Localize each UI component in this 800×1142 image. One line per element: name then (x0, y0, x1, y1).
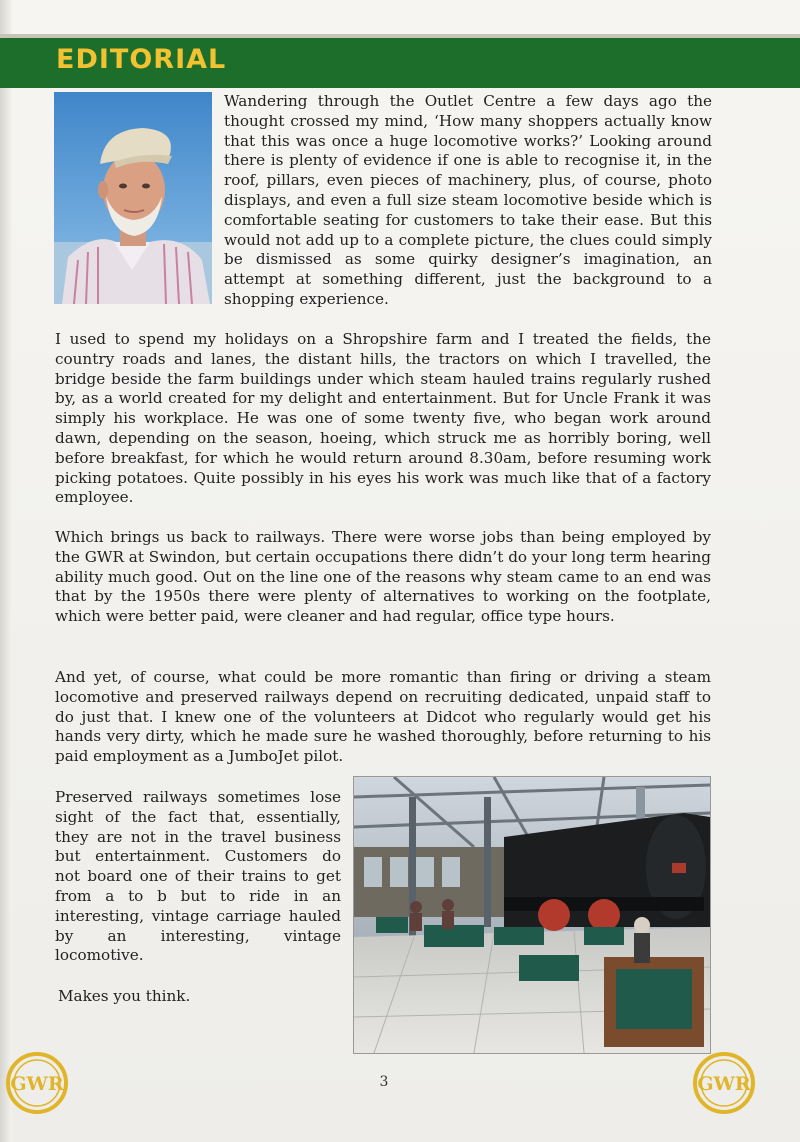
gwr-logo-text: GWR (697, 1073, 751, 1095)
paragraph-railways: Which brings us back to railways. There were worse jobs than being employed by the GWR at Swindon, but certain occupations there didn’t do your long term hearing ability much good. Out on the line one of the reasons why steam came to an end was that by the 1950s there were plenty of alternatives to working on the footplate, which were better paid, were cleaner and had regular, office type hours. (55, 528, 711, 626)
paragraph-entertainment: Preserved railways sometimes lose sight of the fact that, essentially, they are not in the travel business but entertainment. Customers do not board one of their trains to get from a to b but to ride in an interesting, vintage carriage hauled by an interesting, vintage locomotive. (55, 788, 341, 965)
page-title: EDITORIAL (56, 44, 227, 75)
page-number: 3 (379, 1074, 389, 1090)
paragraph-closing: Makes you think. (58, 987, 191, 1005)
gwr-logo-text: GWR (10, 1073, 64, 1095)
paragraph-volunteers: And yet, of course, what could be more romantic than firing or driving a steam locomotive and preserved railways depend on recruiting dedicated, unpaid staff to do just that. I knew one of the volunteers at Didcot who regularly would get his hands very dirty, which he made sure he washed thoroughly, before returning to his paid employment as a JumboJet pilot. (55, 668, 711, 766)
station-illustration (354, 777, 710, 1053)
gwr-roundel-icon (693, 1052, 755, 1114)
portrait-illustration (54, 92, 212, 304)
gwr-logo-right (693, 1052, 755, 1114)
page-gutter-shadow (0, 0, 12, 1142)
paragraph-intro: Wandering through the Outlet Centre a few days ago the thought crossed my mind, ‘How many shoppers actually know that this was once a huge locomotive works?’ Looking around there is plenty of evidence if one is able to recognise it, in the roof, pillars, even pieces of machinery, plus, of course, photo displays, and even a full size steam locomotive beside which is comfortable seating for customers to take their ease. But this would not add up to a complete picture, the clues could simply be dismissed as some quirky designer’s imagination, an attempt at something different, just the background to a shopping experience. (224, 92, 712, 308)
paragraph-farm: I used to spend my holidays on a Shropshire farm and I treated the fields, the country roads and lanes, the distant hills, the tractors on which I travelled, the bridge beside the farm buildings under which steam hauled trains regularly rushed by, as a world created for my delight and entertainment. But for Uncle Frank it was simply his workplace. He was one of some twenty five, who began work around dawn, depending on the season, hoeing, which struck me as horribly boring, well before breakfast, for which he would return around 8.30am, before resuming work picking potatoes. Quite possibly in his eyes his work was much like that of a factory employee. (55, 330, 711, 507)
editor-portrait-image (54, 92, 212, 304)
gwr-logo-left (6, 1052, 68, 1114)
locomotive-outlet-photo (353, 776, 711, 1054)
gwr-roundel-icon (6, 1052, 68, 1114)
